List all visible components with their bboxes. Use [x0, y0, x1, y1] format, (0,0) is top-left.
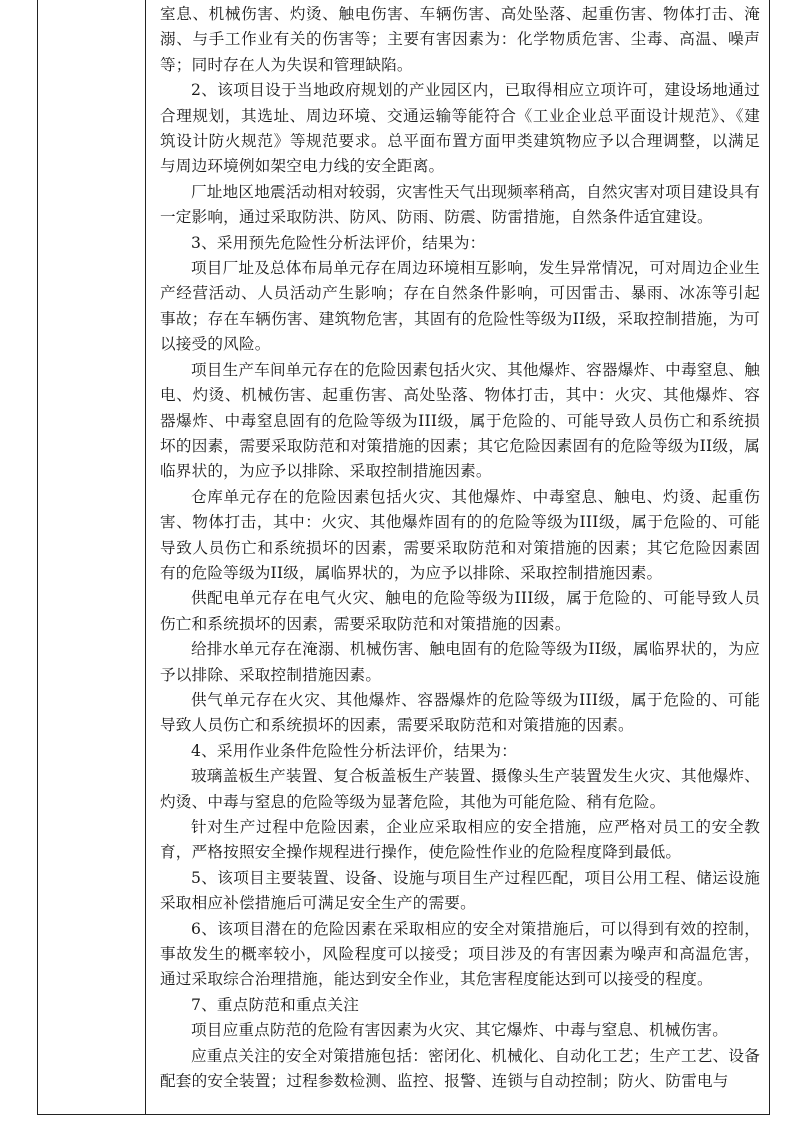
paragraph-key-focus-heading: 7、重点防范和重点关注 — [191, 995, 360, 1014]
evaluation-conclusion-text — [160, 2, 760, 1094]
paragraph-key-measures: 应重点关注的安全对策措施包括：密闭化、机械化、自动化工艺；生产工艺、设备配套的安全装置；过程参数检测、监控、报警、连锁与自动控制；防火、防雷电与 — [160, 1046, 760, 1091]
paragraph-lec-heading: 4、采用作业条件危险性分析法评价，结果为： — [191, 741, 517, 760]
paragraph-continuation: 室息、机械伤害、灼烫、触电伤害、车辆伤害、高处坠落、起重伤害、物体打击、淹溺、与手工作业有关的伤害等；主要有害因素为：化学物质危害、尘毒、高温、噪声等；同时存在人为失误和管理缺陷。 — [160, 5, 760, 74]
paragraph-equipment-match: 5、该项目主要装置、设备、设施与项目生产过程匹配，项目公用工程、储运设施采取相应补偿措施后可满足安全生产的需要。 — [160, 868, 760, 913]
paragraph-power-supply-unit: 供配电单元存在电气火灾、触电的危险等级为III级，属于危险的、可能导致人员伤亡和系统损坏的因素，需要采取防范和对策措施的因素。 — [160, 589, 760, 633]
paragraph-pha-heading: 3、采用预先危险性分析法评价，结果为： — [191, 233, 486, 252]
paragraph-lec-result: 玻璃盖板生产装置、复合板盖板生产装置、摄像头生产装置发生火灾、其他爆炸、灼烫、中毒与窒息的危险等级为显著危险，其他为可能危险、稍有危险。 — [160, 767, 760, 811]
paragraph-risk-acceptable: 6、该项目潜在的危险因素在采取相应的安全对策措施后，可以得到有效的控制，事故发生的概率较小，风险程度可以接受；项目涉及的有害因素为噪声和高温危害，通过采取综合治理措施，能达到安全作业，其危害程度能达到可以接受的程度。 — [160, 919, 760, 989]
paragraph-site-selection: 2、该项目设于当地政府规划的产业园区内，已取得相应立项许可，建设场地通过合理规划，其选址、周边环境、交通运输等能符合《工业企业总平面设计规范》、《建筑设计防火规范》等规范要求。总平面布置方面甲类建筑物应予以合理调整，以满足与周边环境例如架空电力线的安全距离。 — [160, 81, 760, 176]
paragraph-natural-conditions: 厂址地区地震活动相对较弱，灾害性天气出现频率稍高，自然灾害对项目建设具有一定影响，通过采取防洪、防风、防雨、防震、防雷措施，自然条件适宜建设。 — [160, 182, 760, 227]
paragraph-warehouse-unit: 仓库单元存在的危险因素包括火灾、其他爆炸、中毒窒息、触电、灼烫、起重伤害、物体打击，其中：火灾、其他爆炸固有的的危险等级为III级，属于危险的、可能导致人员伤亡和系统损坏的因素，需要采取防范和对策措施的因素；其它危险因素固有的危险等级为II级，属临界状的，为应予以排除、采取控制措施因素。 — [160, 487, 760, 582]
paragraph-water-unit: 给排水单元存在淹溺、机械伤害、触电固有的危险等级为II级，属临界状的，为应予以排除、采取控制措施因素。 — [160, 640, 760, 684]
column-divider — [145, 0, 146, 1115]
paragraph-site-layout-unit: 项目厂址及总体布局单元存在周边环境相互影响，发生异常情况，可对周边企业生产经营活动、人员活动产生影响；存在自然条件影响，可因雷击、暴雨、冰冻等引起事故；存在车辆伤害、建筑物危害，其固有的危险性等级为II级，采取控制措施，为可以接受的风险。 — [160, 259, 760, 354]
paragraph-workshop-unit: 项目生产车间单元存在的危险因素包括火灾、其他爆炸、容器爆炸、中毒窒息、触电、灼烫、机械伤害、起重伤害、高处坠落、物体打击，其中：火灾、其他爆炸、容器爆炸、中毒窒息固有的危险等级为III级，属于危险的、可能导致人员伤亡和系统损坏的因素，需要采取防范和对策措施的因素；其它危险因素固有的危险等级为II级，属临界状的，为应予以排除、采取控制措施因素。 — [160, 360, 760, 481]
paragraph-key-hazards: 项目应重点防范的危险有害因素为火灾、其它爆炸、中毒与窒息、机械伤害。 — [191, 1021, 728, 1040]
paragraph-gas-unit: 供气单元存在火灾、其他爆炸、容器爆炸的危险等级为III级，属于危险的、可能导致人员伤亡和系统损坏的因素，需要采取防范和对策措施的因素。 — [160, 690, 760, 735]
paragraph-safety-measures: 针对生产过程中危险因素，企业应采取相应的安全措施，应严格对员工的安全教育，严格按照安全操作规程进行操作，使危险性作业的危险程度降到最低。 — [160, 818, 760, 862]
